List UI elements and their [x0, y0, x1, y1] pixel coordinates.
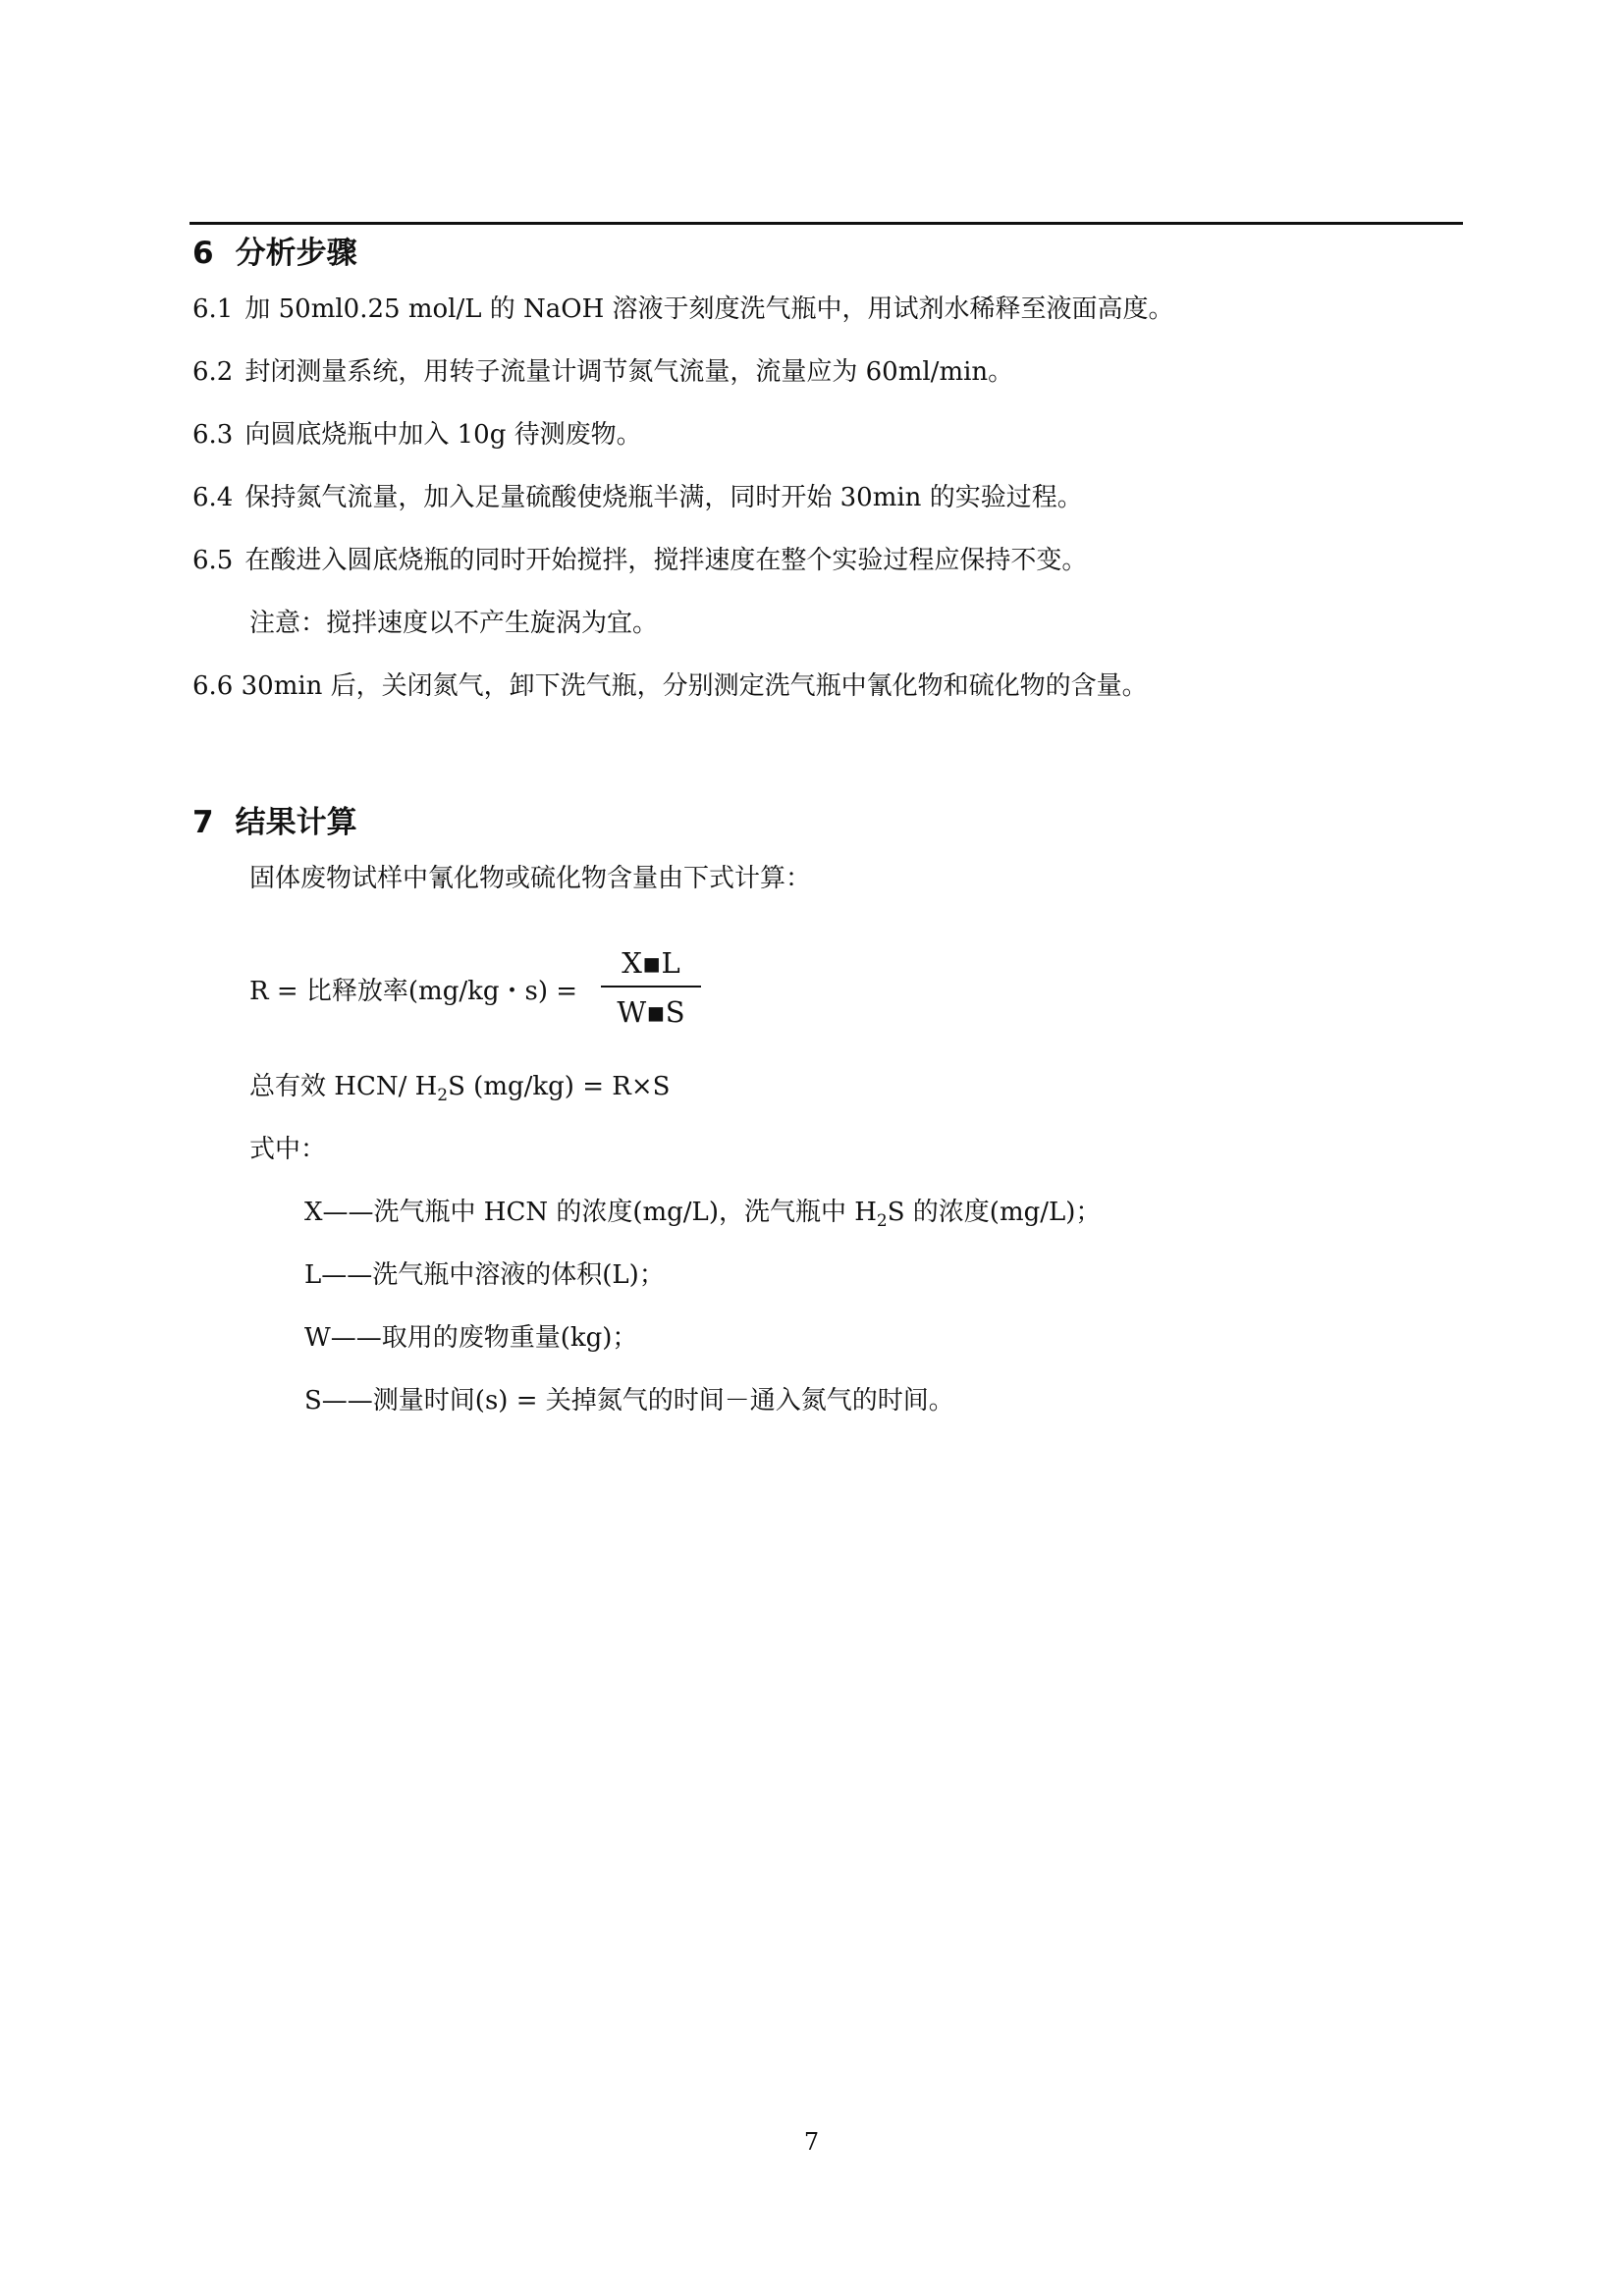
def-w: W——取用的废物重量(kg)；	[304, 1323, 638, 1353]
total-effective-formula: 总有效 HCN/ $H_2S$ (mg/kg) = R×S	[249, 1072, 671, 1106]
section-6-title: 分析步骤	[235, 236, 357, 271]
step-6-1: 6.1 加 50ml0.25 mol/L 的 NaOH 溶液于刻度洗气瓶中，用试剂水稀释至液面高度。	[192, 294, 1174, 324]
step-6-5-note: 注意：搅拌速度以不产生旋涡为宜。	[249, 609, 659, 638]
header-rule	[189, 222, 1463, 225]
formula-fraction	[601, 942, 701, 1033]
step-6-4: 6.4 保持氮气流量，加入足量硫酸使烧瓶半满，同时开始 30min 的实验过程。	[192, 483, 1083, 512]
step-6-6: 6.6 30min 后，关闭氮气，卸下洗气瓶，分别测定洗气瓶中氰化物和硫化物的含量。	[192, 671, 1148, 701]
section-6-heading	[192, 228, 357, 272]
section-7-number: 7	[192, 805, 214, 840]
formula-lhs: R = 比释放率(mg/kg・s) =	[249, 977, 578, 1006]
section-6-number: 6	[192, 236, 214, 271]
section-7-heading	[192, 797, 357, 841]
page-number: 7	[803, 2128, 820, 2156]
def-s: S——测量时间(s) = 关掉氮气的时间－通入氮气的时间。	[304, 1386, 954, 1415]
formula-denominator: W▪S	[617, 995, 685, 1029]
def-x: X——洗气瓶中 HCN 的浓度(mg/L)，洗气瓶中 $H_2S$ 的浓度(mg/L)；	[304, 1198, 1102, 1232]
formula-numerator: X▪L	[622, 946, 680, 980]
step-6-3: 6.3 向圆底烧瓶中加入 10g 待测废物。	[192, 420, 642, 450]
calc-intro: 固体废物试样中氰化物或硫化物含量由下式计算：	[249, 864, 812, 893]
where-label: 式中：	[249, 1135, 327, 1164]
step-6-2: 6.2 封闭测量系统，用转子流量计调节氮气流量，流量应为 60ml/min。	[192, 357, 1014, 387]
step-6-5: 6.5 在酸进入圆底烧瓶的同时开始搅拌，搅拌速度在整个实验过程应保持不变。	[192, 546, 1088, 575]
def-l: L——洗气瓶中溶液的体积(L)；	[304, 1260, 665, 1290]
fraction-bar	[601, 986, 701, 988]
section-7-title: 结果计算	[235, 805, 357, 840]
